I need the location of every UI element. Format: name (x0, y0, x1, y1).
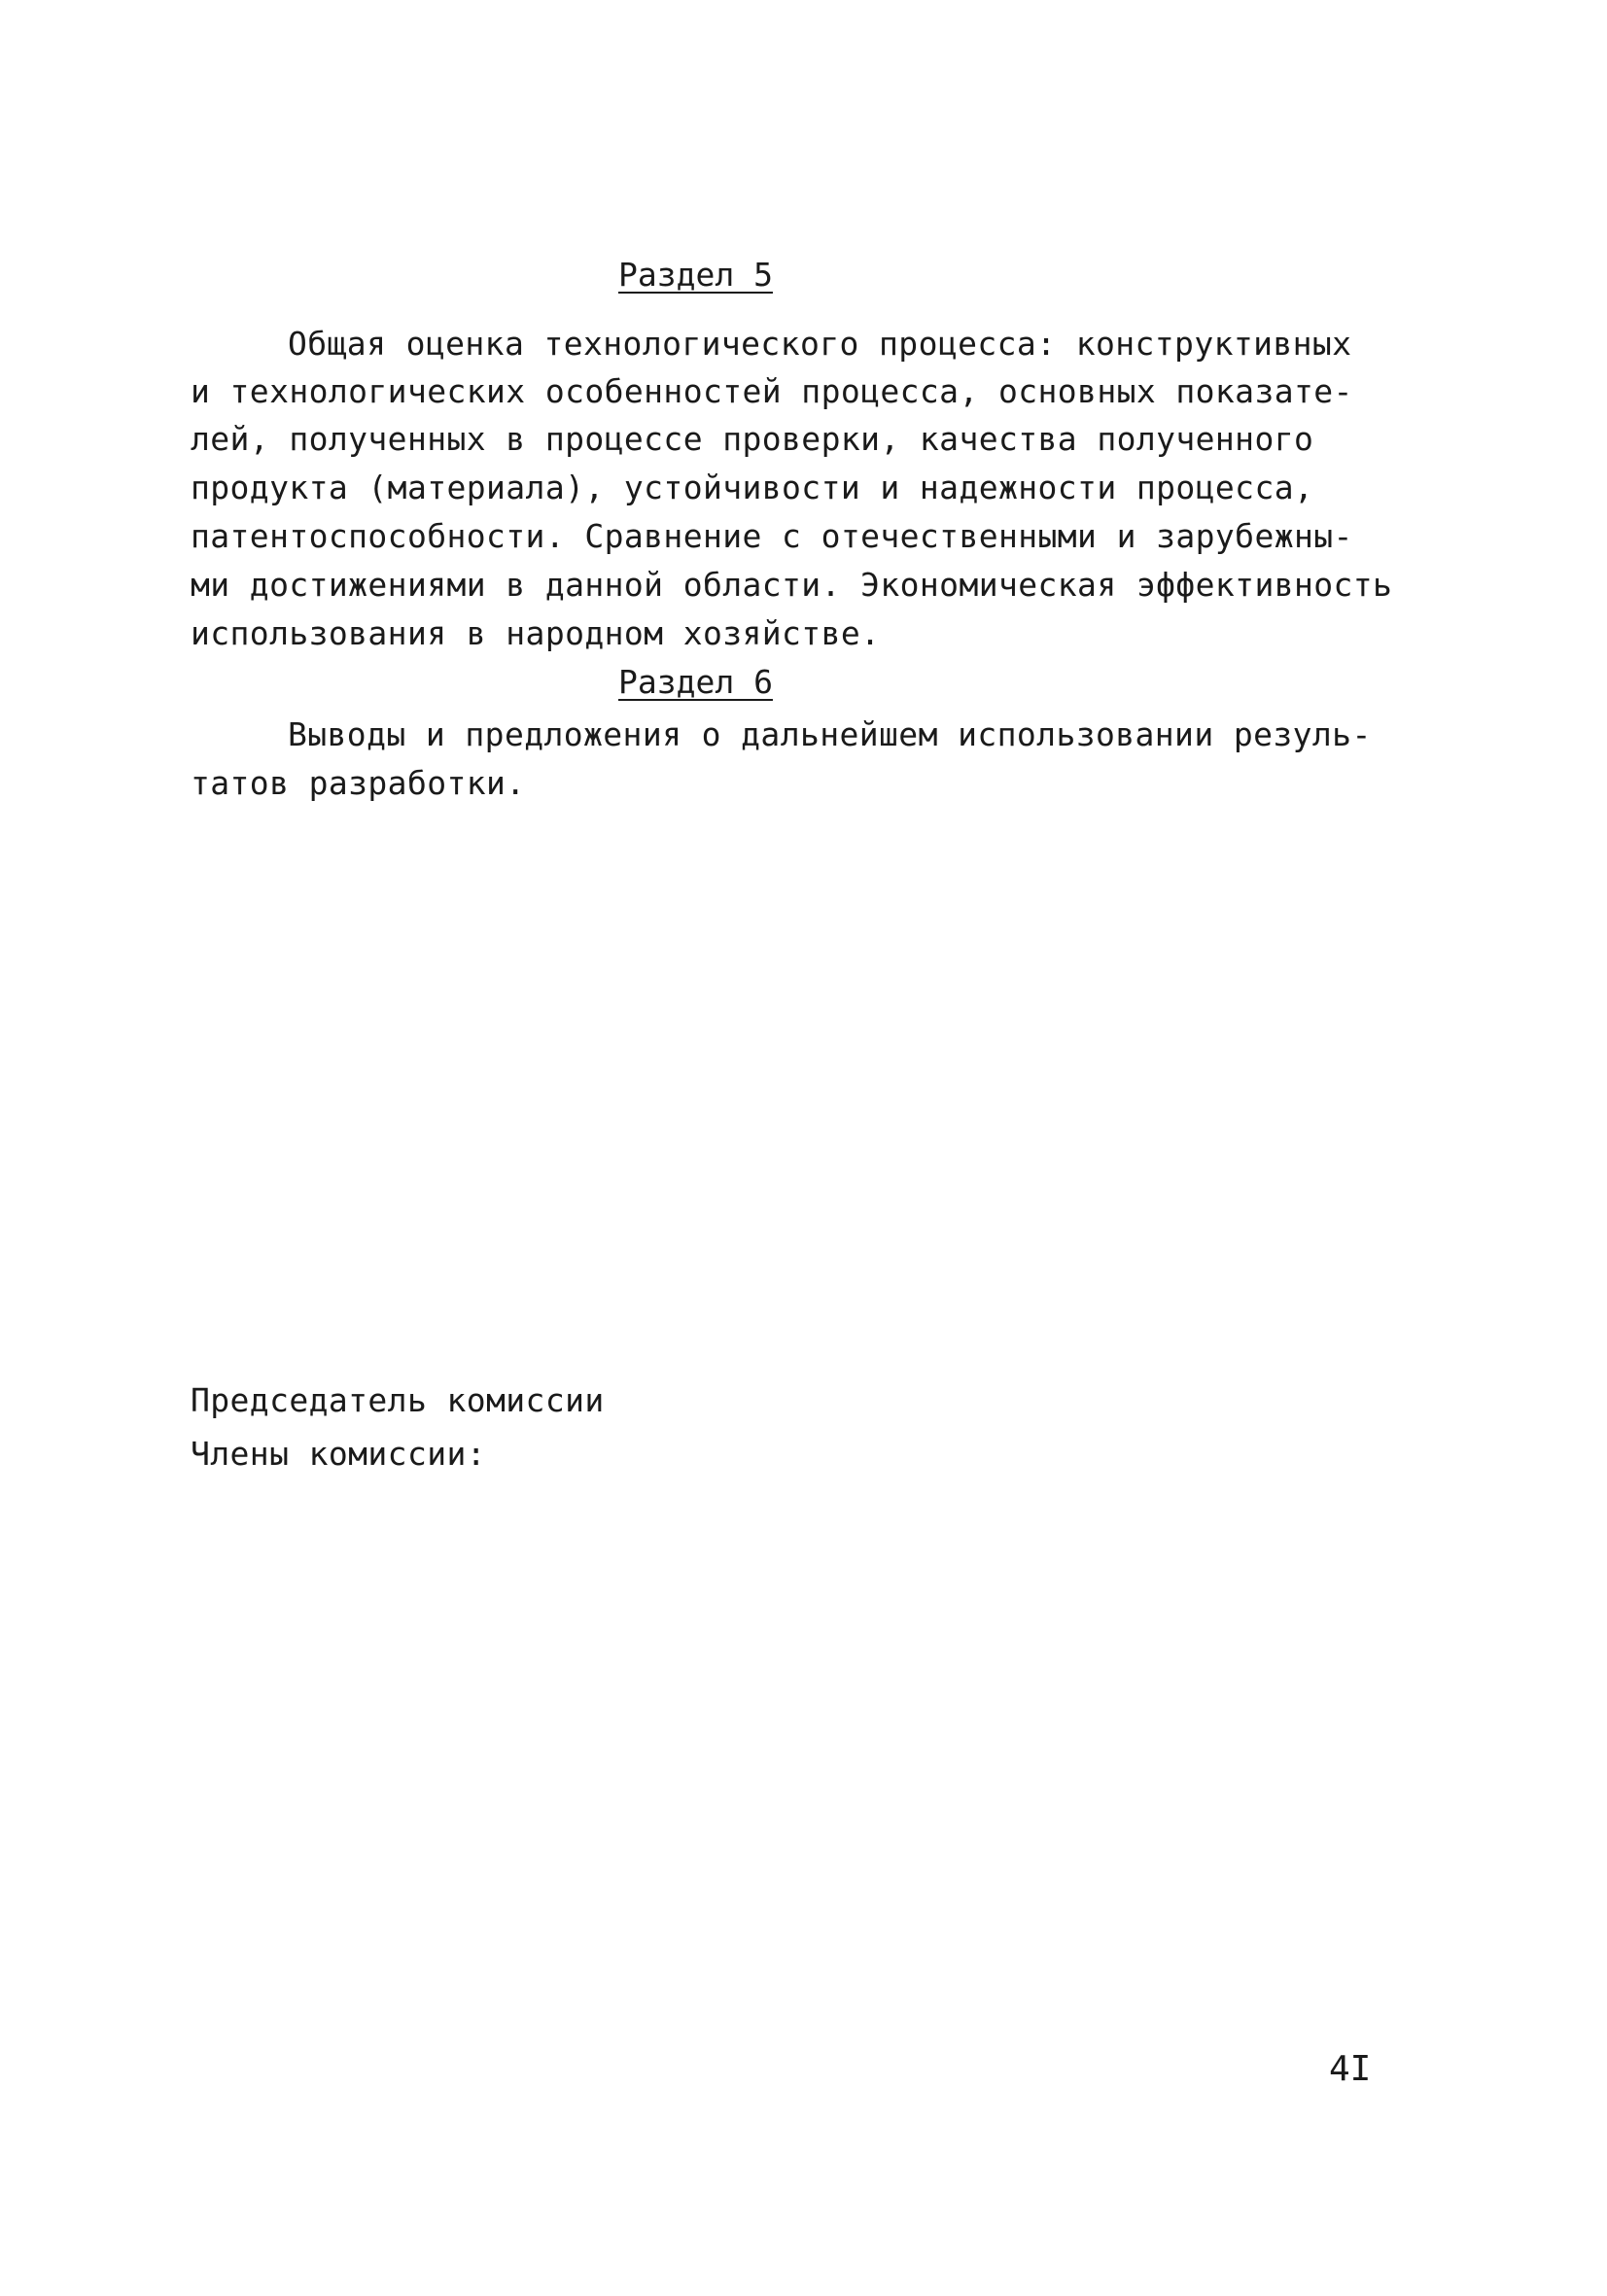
members-signature-line: Члены комиссии: (191, 1435, 487, 1473)
section-5-line-1: Общая оценка технологического процесса: конструктивных (288, 325, 1352, 363)
section-5-line-5: патентоспособности. Сравнение с отечественными и зарубежны- (191, 517, 1353, 555)
section-6-heading: Раздел 6 (618, 663, 773, 701)
section-5-heading: Раздел 5 (618, 256, 773, 294)
section-5-line-6: ми достижениями в данной области. Экономическая эффективность (191, 566, 1393, 604)
section-5-line-4: продукта (материала), устойчивости и надежности процесса, (191, 469, 1314, 506)
chairman-signature-line: Председатель комиссии (191, 1381, 605, 1419)
section-5-line-7: использования в народном хозяйстве. (191, 614, 881, 652)
section-5-line-2: и технологических особенностей процесса, основных показате- (191, 372, 1353, 410)
section-6-line-2: татов разработки. (191, 764, 526, 802)
section-5-line-3: лей, полученных в процессе проверки, качества полученного (191, 420, 1314, 458)
section-6-line-1: Выводы и предложения о дальнейшем использовании резуль- (288, 715, 1372, 753)
page-number: 4I (1329, 2049, 1372, 2089)
